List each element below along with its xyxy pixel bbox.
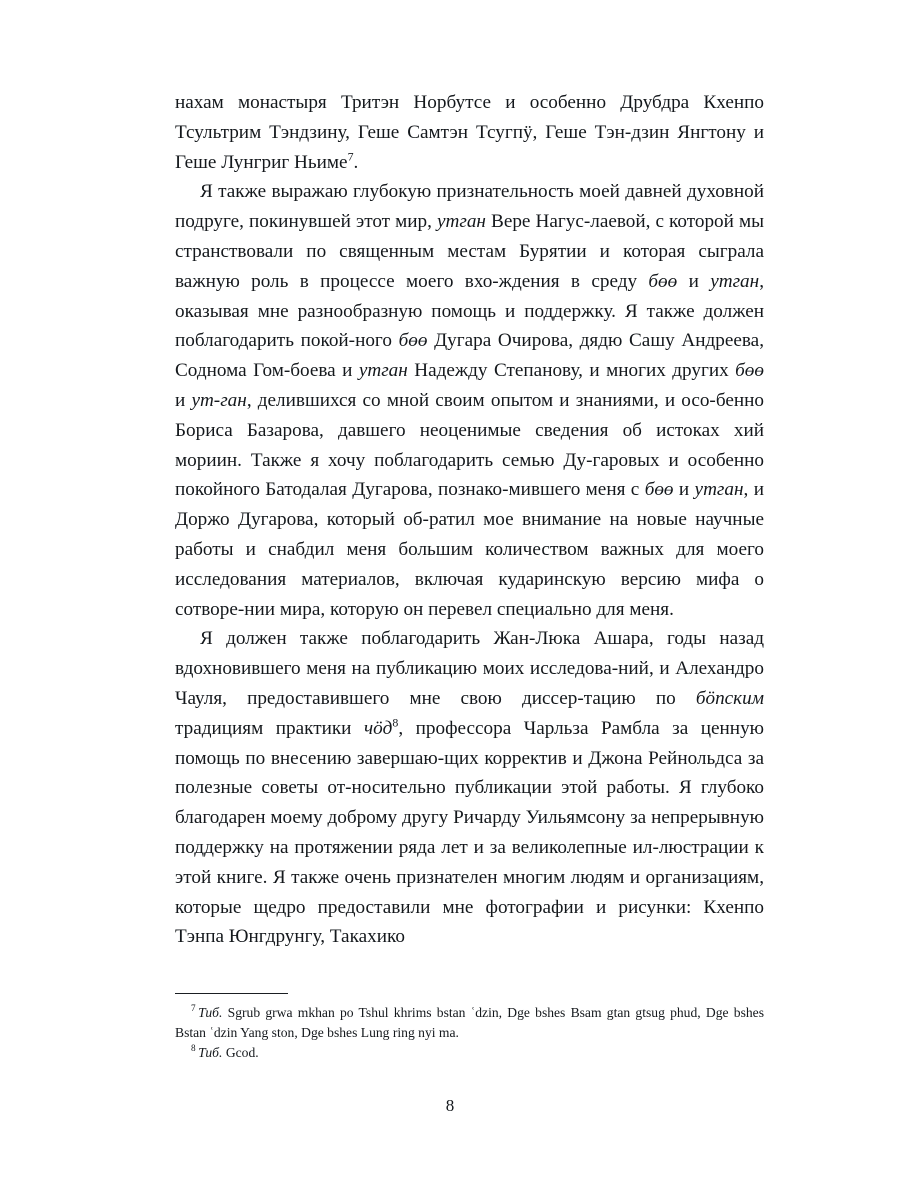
run-italic-term: бөө: [644, 479, 674, 501]
run-text: Я должен также поблагодарить Жан-Люка Ашара, годы назад вдохновившего меня на публикацию моих исследова-ний, и Алехандро Чауля, предоставившего мне свою диссер-тацию по: [175, 628, 764, 709]
run-text: нахам монастыря Тритэн Норбутсе и особенно Друбдра Кхенпо Тсультрим Тэндзину, Геше Самтэн Тсугпÿ, Геше Тэн-дзин Янгтону и Геше Лунгриг Ньиме: [175, 92, 764, 173]
run-text: Я также выражаю глубокую признательность моей давней духовной подруге, покинувшей этот мир,: [175, 181, 764, 233]
run-text: и: [673, 479, 695, 501]
run-text: .: [353, 151, 359, 173]
run-text: , профессора Чарльза Рамбла за ценную помощь по внесению завершаю-щих корректив и Джона Рейнольдса за полезные советы от-носительно публикации этой работы. Я глубоко благодарен моему доброму другу Ричарду Уильямсону за непрерывную поддержку на протяжении ряда лет и за великолепные ил-люстрации к этой книге. Я также очень признателен многим людям и организациям, которые щедро предоставили мне фотографии и рисунки: Кхенпо Тэнпа Юнгдрунгу, Такахико: [175, 717, 764, 948]
run-italic-term: утган: [358, 360, 408, 382]
run-italic-term: утган: [694, 479, 744, 501]
run-italic-term: ут-ган: [191, 389, 247, 411]
run-text: , оказывая мне разнообразную помощь и поддержку. Я также должен поблагодарить покой-ного: [175, 270, 764, 352]
run-text: и: [677, 270, 711, 292]
run-text: Вере Нагус-лаевой, с которой мы странствовали по священным местам Бурятии и которая сыграла важную роль в процессе моего вхо-ждения в среду: [175, 211, 765, 292]
body-text-column: [175, 88, 764, 952]
footnote-text: Sgrub grwa mkhan po Tshul khrims bstan ʿdzin, Dge bshes Bsam gtan gtsug phud, Dge bshes Bstan ʿdzin Yang ston, Dge bshes Lung ring nyi ma.: [175, 1005, 764, 1040]
footnote-reference-8[interactable]: 8: [392, 715, 399, 730]
run-text: , и Доржо Дугарова, который об-ратил мое внимание на новые научные работы и снабдил меня большим количеством важных для моего исследования материалов, включая кударинскую версию мифа о сотворе-нии мира, которую он перевел специально для меня.: [175, 479, 764, 620]
footnote-text: Gcod.: [225, 1045, 259, 1060]
footnote-language-label: Тиб.: [198, 1005, 223, 1020]
run-text: и: [175, 389, 192, 411]
run-italic-term: утган: [710, 270, 760, 292]
run-italic-term: бönским: [695, 687, 764, 709]
paragraph-continuation: [175, 88, 764, 177]
footnote-7: [175, 1003, 764, 1042]
footnote-separator-rule: [175, 993, 288, 994]
footnote-marker: 8: [191, 1043, 196, 1054]
run-italic-term: бөө: [735, 360, 764, 382]
footnote-language-label: Тиб.: [198, 1045, 223, 1060]
run-text: традициям практики: [175, 717, 364, 739]
page-number: 8: [445, 1096, 455, 1115]
paragraph-gratitude-utgan: [175, 177, 764, 624]
footnote-reference-7[interactable]: 7: [347, 149, 354, 164]
footnote-marker: 7: [191, 1003, 196, 1014]
run-text: Надежду Степанову, и многих других: [407, 360, 736, 382]
run-text: , делившихся со мной своим опытом и знаниями, и осо-бенно Бориса Базарова, давшего неоценимые сведения об истоках хий мориин. Также я хочу поблагодарить семью Ду-гаровых и особенно покойного Батодалая Дугарова, познако-мившего меня с: [175, 389, 764, 501]
footnote-block: [175, 993, 764, 1064]
paragraph-gratitude-colleagues: [175, 624, 764, 952]
run-italic-term: утган: [436, 211, 486, 233]
run-italic-term: чöд: [363, 717, 393, 739]
footnote-8: [175, 1043, 764, 1063]
run-italic-term: бөө: [398, 330, 428, 352]
run-italic-term: бөө: [648, 270, 678, 292]
run-text: Дугара Очирова, дядю Сашу Андреева, Соднома Гом-боева и: [175, 330, 764, 382]
